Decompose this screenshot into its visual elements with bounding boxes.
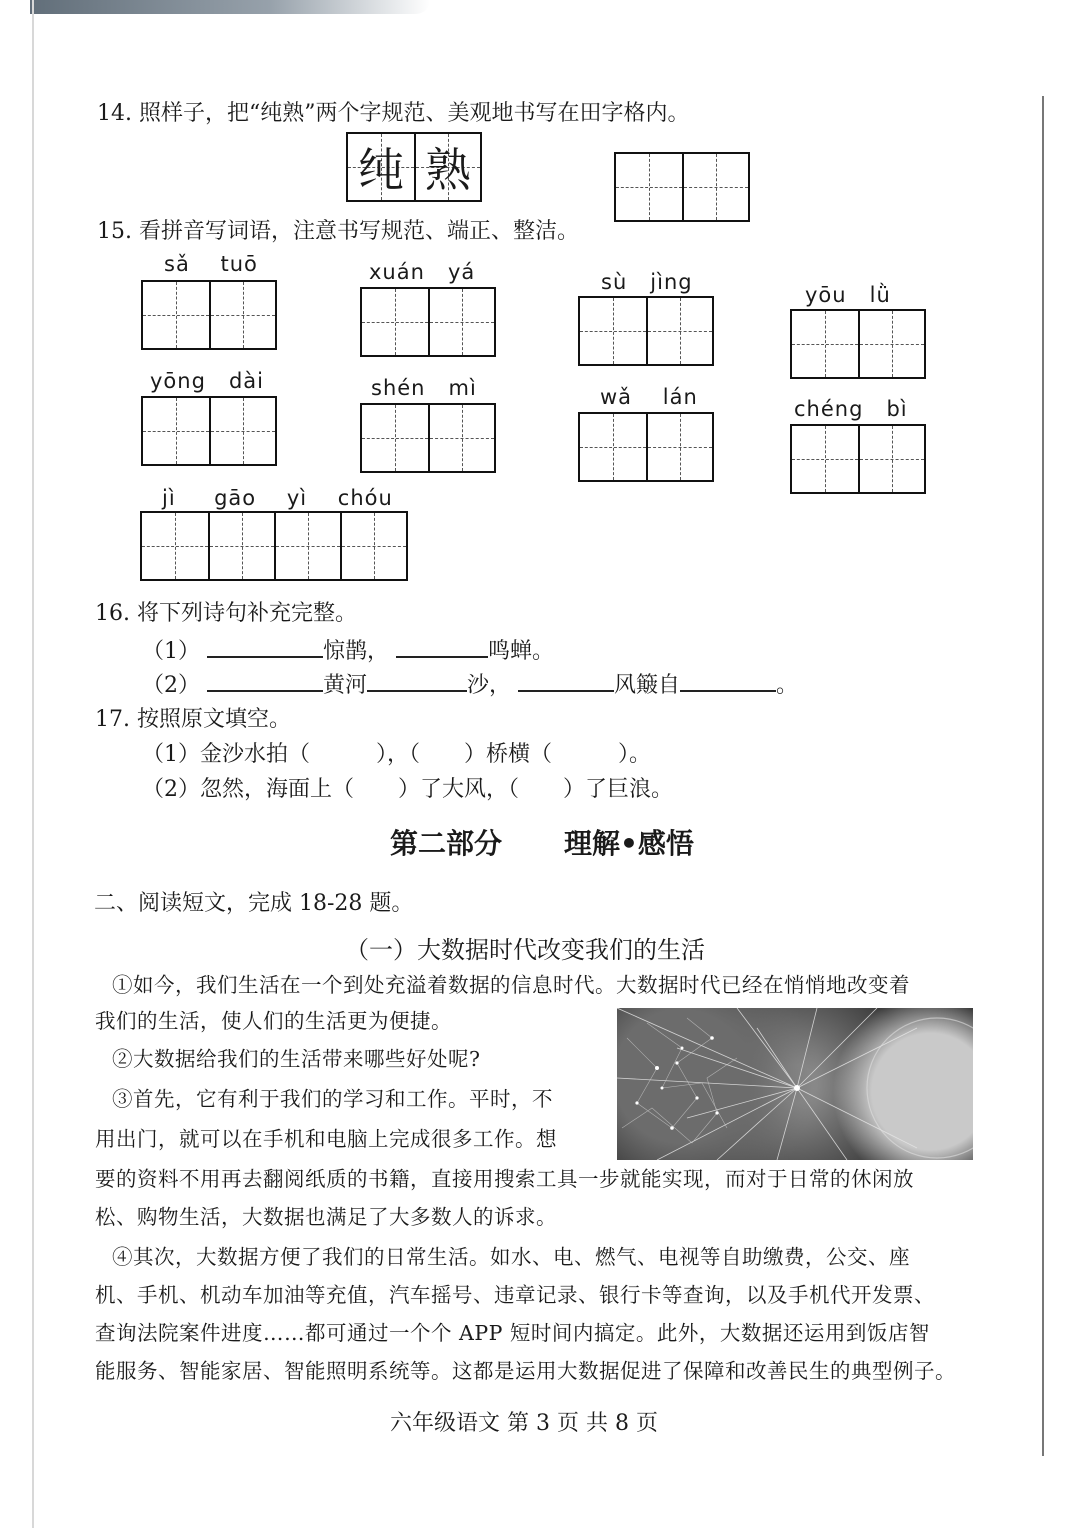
answer-cell[interactable] — [646, 298, 712, 364]
pinyin-sa-tuo: sǎ tuō — [164, 252, 258, 276]
q16-line-2: （2） 黄河 沙， 风簸自 。 — [142, 668, 798, 699]
word-grid-7[interactable] — [578, 412, 714, 482]
q14-text: 照样子，把“纯熟”两个字规范、美观地书写在田字格内。 — [139, 101, 690, 126]
answer-cell[interactable] — [682, 154, 748, 220]
answer-cell[interactable] — [209, 282, 275, 348]
q14-sample-grid — [346, 132, 482, 202]
question-15 — [97, 214, 579, 245]
word-grid-6[interactable] — [360, 403, 496, 473]
word-grid-1[interactable] — [141, 280, 277, 350]
pinyin-cheng-bi: chéng bì — [794, 397, 908, 421]
pinyin-xuan-ya: xuán yá — [369, 260, 476, 284]
q17-line-1: （1）金沙水拍（ ），（ ）桥横（ ）。 — [142, 742, 651, 767]
word-grid-5[interactable] — [141, 396, 277, 466]
answer-cell[interactable] — [274, 513, 340, 579]
answer-cell[interactable] — [143, 282, 209, 348]
section-heading: 第二部分 理解•感悟 — [390, 827, 694, 860]
reading-instruction: 二、阅读短文，完成 18-28 题。 — [94, 891, 414, 916]
pinyin-su-jing: sù jìng — [601, 270, 693, 294]
q17-number: 17. — [95, 707, 130, 732]
answer-cell[interactable] — [428, 289, 494, 355]
q15-number: 15. — [97, 219, 132, 244]
sample-char-1: 纯 — [358, 143, 404, 197]
sample-cell-2 — [414, 134, 480, 200]
answer-cell[interactable] — [792, 426, 858, 492]
blank[interactable] — [367, 670, 467, 692]
para-3c: 要的资料不用再去翻阅纸质的书籍，直接用搜索工具一步就能实现，而对于日常的休闲放 — [95, 1167, 914, 1191]
answer-cell[interactable] — [142, 513, 208, 579]
question-14 — [97, 96, 690, 127]
word-grid-2[interactable] — [360, 287, 496, 357]
para-1b: 我们的生活，使人们的生活更为便捷。 — [95, 1009, 452, 1033]
para-3b: 用出门，就可以在手机和电脑上完成很多工作。想 — [95, 1127, 557, 1151]
q14-answer-grid[interactable] — [614, 152, 750, 222]
answer-cell[interactable] — [646, 414, 712, 480]
answer-cell[interactable] — [428, 405, 494, 471]
blank[interactable] — [207, 670, 323, 692]
para-3d: 松、购物生活，大数据也满足了大多数人的诉求。 — [95, 1205, 557, 1229]
q16-number: 16. — [95, 601, 130, 626]
answer-cell[interactable] — [580, 298, 646, 364]
para-4d: 能服务、智能家居、智能照明系统等。这都是运用大数据促进了保障和改善民生的典型例子。 — [95, 1359, 956, 1383]
para-2: ②大数据给我们的生活带来哪些好处呢? — [112, 1047, 481, 1071]
question-17 — [95, 702, 291, 733]
answer-cell[interactable] — [858, 311, 924, 377]
question-16 — [95, 596, 357, 627]
q16-line-1: （1） 惊鹊， 鸣蝉。 — [142, 634, 554, 665]
left-margin-line — [32, 0, 34, 1528]
scan-shadow — [30, 0, 430, 14]
answer-cell[interactable] — [143, 398, 209, 464]
word-grid-9[interactable] — [140, 511, 408, 581]
answer-cell[interactable] — [362, 405, 428, 471]
answer-cell[interactable] — [792, 311, 858, 377]
answer-cell[interactable] — [362, 289, 428, 355]
q14-number: 14. — [97, 101, 132, 126]
big-data-network-image — [617, 1008, 973, 1160]
blank[interactable] — [518, 670, 614, 692]
para-4a: ④其次，大数据方便了我们的日常生活。如水、电、燃气、电视等自助缴费，公交、座 — [112, 1245, 910, 1269]
page-footer: 六年级语文 第 3 页 共 8 页 — [390, 1411, 658, 1436]
q17-line-2: （2）忽然，海面上（ ）了大风，（ ）了巨浪。 — [142, 777, 673, 802]
pinyin-ji-gao-yi-chou: jì gāo yì chóu — [162, 486, 393, 510]
word-grid-3[interactable] — [578, 296, 714, 366]
blank[interactable] — [396, 636, 488, 658]
q16-text: 将下列诗句补充完整。 — [137, 601, 358, 626]
sample-cell-1 — [348, 134, 414, 200]
para-4b: 机、手机、机动车加油等充值，汽车摇号、违章记录、银行卡等查询，以及手机代开发票、 — [95, 1283, 935, 1307]
answer-cell[interactable] — [208, 513, 274, 579]
answer-cell[interactable] — [616, 154, 682, 220]
blank[interactable] — [680, 670, 776, 692]
right-margin-line — [1042, 96, 1044, 1456]
pinyin-you-lv: yōu lǜ — [805, 283, 891, 307]
answer-cell[interactable] — [580, 414, 646, 480]
word-grid-4[interactable] — [790, 309, 926, 379]
blank[interactable] — [207, 636, 323, 658]
sample-char-2: 熟 — [425, 143, 471, 197]
answer-cell[interactable] — [340, 513, 406, 579]
passage-title: （一）大数据时代改变我们的生活 — [345, 936, 705, 964]
q15-text: 看拼音写词语，注意书写规范、端正、整洁。 — [139, 219, 580, 244]
pinyin-wa-lan: wǎ lán — [600, 385, 698, 409]
answer-cell[interactable] — [209, 398, 275, 464]
pinyin-yong-dai: yōng dài — [150, 369, 264, 393]
answer-cell[interactable] — [858, 426, 924, 492]
para-4c: 查询法院案件进度……都可通过一个个 APP 短时间内搞定。此外，大数据还运用到饭店智 — [95, 1321, 930, 1345]
q17-text: 按照原文填空。 — [137, 707, 292, 732]
para-1a: ①如今，我们生活在一个到处充溢着数据的信息时代。大数据时代已经在悄悄地改变着 — [112, 973, 910, 997]
pinyin-shen-mi: shén mì — [371, 376, 477, 400]
word-grid-8[interactable] — [790, 424, 926, 494]
para-3a: ③首先，它有利于我们的学习和工作。平时，不 — [112, 1087, 553, 1111]
